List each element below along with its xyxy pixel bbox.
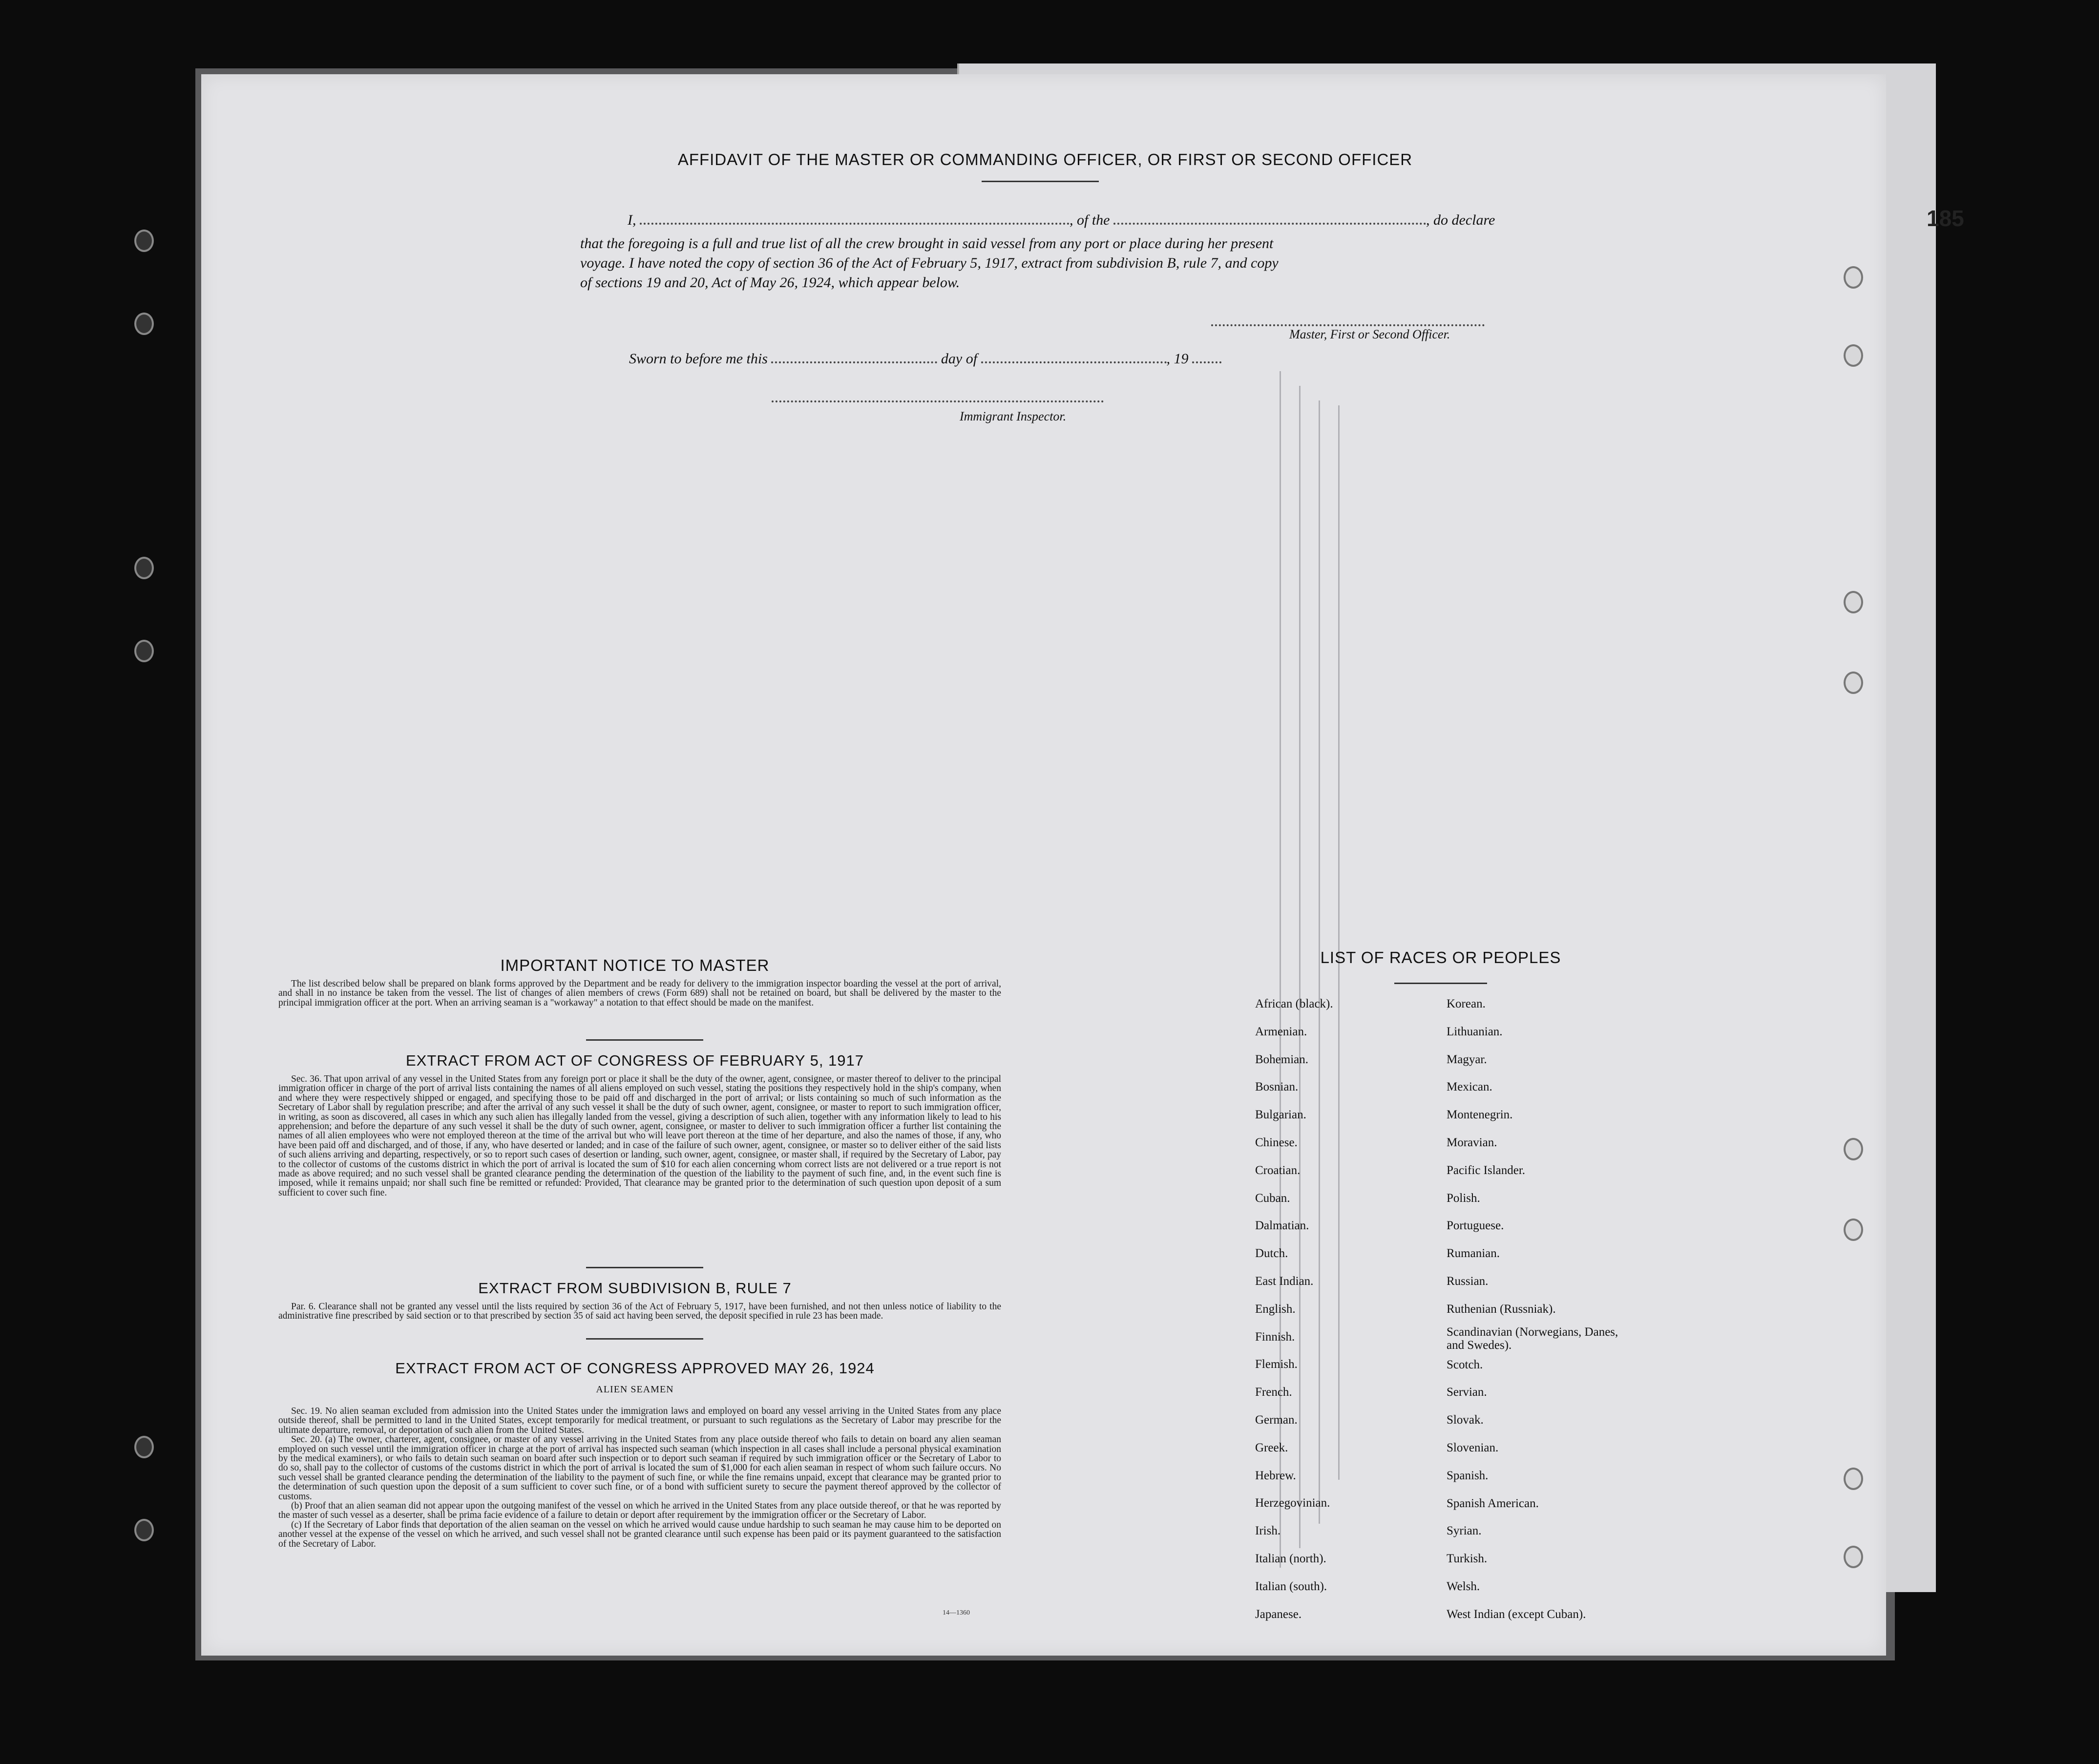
races-right-column	[1447, 990, 1622, 1629]
race-item: Herzegovinian.	[1255, 1496, 1330, 1510]
race-item: Flemish.	[1255, 1358, 1298, 1371]
race-item: Spanish.	[1447, 1469, 1489, 1482]
race-item: Portuguese.	[1447, 1219, 1504, 1233]
subdivision-b-title: EXTRACT FROM SUBDIVISION B, RULE 7	[478, 1280, 792, 1297]
master-signature-caption: Master, First or Second Officer.	[1289, 327, 1450, 341]
affidavit-line-2: that the foregoing is a full and true list of all the crew brought in said vessel from any port or place during her present	[580, 235, 1274, 252]
race-item: Pacific Islander.	[1447, 1163, 1526, 1177]
races-left-column	[1255, 990, 1333, 1628]
sworn-day-of: day of	[941, 351, 978, 367]
affidavit-line-1	[628, 211, 1516, 230]
race-item: Moravian.	[1447, 1135, 1497, 1149]
race-item: Magyar.	[1447, 1052, 1487, 1066]
race-item: Chinese.	[1255, 1135, 1298, 1149]
subdivision-b-text	[278, 1302, 1001, 1321]
binder-hole-icon	[1844, 1546, 1863, 1568]
races-title-rule	[1394, 983, 1487, 984]
race-item: Montenegrin.	[1447, 1108, 1513, 1122]
section-20c-paragraph: (c) If the Secretary of Labor finds that deportation of the alien seaman on the vessel on which he arrived would cause undue hardship to such seaman he may cause him to be deported on another vessel at the expense of the vessel on which he arrived, and such vessel shall not be granted clearance until such expense has been paid or its payment guaranteed to the satisfaction of the Secretary of Labor.	[278, 1519, 1001, 1549]
race-item: Servian.	[1447, 1386, 1487, 1399]
binder-hole-icon	[1844, 591, 1863, 613]
race-item: African (black).	[1255, 997, 1333, 1010]
binder-hole-icon	[1844, 266, 1863, 289]
race-item: Dutch.	[1255, 1247, 1288, 1260]
alien-seamen-subtitle: ALIEN SEAMEN	[596, 1384, 674, 1395]
page-number: 185	[1927, 206, 1964, 231]
binder-hole-icon	[134, 640, 154, 662]
race-item: West Indian (except Cuban).	[1447, 1607, 1586, 1621]
section-20a-paragraph: Sec. 20. (a) The owner, charterer, agent, consignee, or master of any vessel arriving in the United States from any place outside thereof who fails to detain on board any alien seaman employed on such vessel until the immigration officer in charge at the port of arrival has inspected such seaman (which inspection in all cases shall include a personal physical examination by the medical examiners), or who fails to detain such seaman on board after such inspection or to deport such seaman if required by such immigration officer or the Secretary of Labor to do so, shall pay to the collector of customs of the customs district in which the port of arrival is located the sum of $1,000 for each alien seaman in respect of whom such failure occurs. No such vessel shall be granted clearance pending the determination of the liability to the payment of such fine, or while the fine remains unpaid, except that clearance may be granted prior to the determination of such question upon the deposit of a sum sufficient to cover such fine, or of a bond with sufficient surety to secure the payment thereof approved by the collector of customs.	[278, 1434, 1001, 1502]
notice-rule	[586, 1039, 703, 1041]
race-item: Turkish.	[1447, 1552, 1488, 1566]
inspector-signature-line[interactable]	[772, 400, 1104, 402]
race-item: Korean.	[1447, 997, 1486, 1010]
race-item: Welsh.	[1447, 1579, 1480, 1593]
race-item: Ruthenian (Russniak).	[1447, 1302, 1556, 1316]
race-item: Bulgarian.	[1255, 1108, 1306, 1122]
race-item: Slovenian.	[1447, 1441, 1499, 1454]
race-item: Bohemian.	[1255, 1052, 1309, 1066]
race-item: Greek.	[1255, 1441, 1288, 1454]
race-item: Italian (north).	[1255, 1552, 1326, 1565]
binder-hole-icon	[1844, 1138, 1863, 1160]
race-item: East Indian.	[1255, 1274, 1314, 1288]
master-signature-line[interactable]	[1211, 324, 1485, 326]
race-item: Armenian.	[1255, 1025, 1307, 1038]
notice-text	[278, 979, 1001, 1008]
section-36-paragraph: Sec. 36. That upon arrival of any vessel in the United States from any foreign port or place it shall be the duty of the owner, agent, consignee, or master thereof to deliver to the principal immigration officer in charge of the port of arrival lists containing the names of all aliens employed on such vessel, stating the positions they respectively hold in the ship's company, when and where they were respectively shipped or engaged, and specifying those to be paid off and discharged in the port of arrival; or lists containing so much of such information as the Secretary of Labor shall by regulation prescribe; and after the arrival of any such vessel it shall be the duty of such owner, agent, consignee, or master to report to such immigration officer, in writing, as soon as discovered, all cases in which any such alien has illegally landed from the vessel, giving a description of such alien, together with any information likely to lead to his apprehension; and before the departure of any such vessel it shall be the duty of such owner, agent, consignee, or master to deliver to such immigration officer a further list containing the names of all alien employees who were not employed thereon at the time of the arrival but who will leave port thereon at the time of her departure, and also the names of those, if any, who have been paid off and discharged, and of those, if any, who have deserted or landed; and in case of the failure of such owner, agent, consignee, or master so to deliver either of the said lists of such aliens arriving and departing, respectively, or so to report such cases of desertion or landing, such owner, agent, consignee, or master shall, if required by the Secretary of Labor, pay to the collector of customs of the customs district in which the port of arrival is located the sum of $10 for each alien concerning whom correct lists are not delivered or a true report is not made as above required; and no such vessel shall be granted clearance pending the determination of the question of the liability to the payment of such fine, and, in the event such fine is imposed, while it remains unpaid; nor shall such fine be remitted or refunded: Provided, That clearance may be granted prior to the determination of such question upon deposit of a sum sufficient to cover such fine.	[278, 1074, 1001, 1198]
sworn-line	[629, 350, 1459, 368]
race-item: Scandinavian (Norwegians, Danes, and Swedes).	[1447, 1325, 1618, 1352]
extract-1924-title: EXTRACT FROM ACT OF CONGRESS APPROVED MAY 26, 1924	[395, 1360, 875, 1377]
race-item: Polish.	[1447, 1191, 1480, 1205]
race-item: Dalmatian.	[1255, 1219, 1309, 1233]
binder-hole-icon	[134, 313, 154, 335]
race-item: Italian (south).	[1255, 1579, 1327, 1593]
sworn-year-prefix: , 19	[1166, 351, 1189, 367]
paragraph-6: Par. 6. Clearance shall not be granted any vessel until the lists required by section 36 of the Act of February 5, 1917, have been furnished, and not then unless notice of liability to the administrative fine prescribed by said section or to that prescribed by section 35 of said act having been served, the deposit specified in rule 23 has been made.	[278, 1302, 1001, 1322]
subdivision-b-rule	[586, 1338, 703, 1340]
affidavit-title-rule	[982, 181, 1099, 182]
race-item: German.	[1255, 1413, 1298, 1427]
binder-hole-icon	[134, 1436, 154, 1458]
binder-hole-icon	[134, 557, 154, 579]
notice-paragraph: The list described below shall be prepared on blank forms approved by the Department and be ready for delivery to the immigration inspector boarding the vessel at the port of arrival, and shall in no instance be taken from the vessel. The list of changes of alien members of crews (Form 689) shall not be retained on board, but shall be delivered by the master to the principal immigration officer at the port. When an arriving seaman is a "workaway" a notation to that effect should be made on the manifest.	[278, 979, 1001, 1008]
race-item: French.	[1255, 1386, 1292, 1399]
race-item: Spanish American.	[1447, 1496, 1539, 1510]
race-item: Japanese.	[1255, 1607, 1302, 1621]
race-item: Croatian.	[1255, 1163, 1301, 1177]
extract-1917-text	[278, 1074, 1001, 1197]
race-item: Scotch.	[1447, 1358, 1483, 1371]
binder-hole-icon	[1844, 1468, 1863, 1490]
race-item: Finnish.	[1255, 1330, 1295, 1344]
inspector-caption: Immigrant Inspector.	[960, 409, 1067, 423]
affidavit-do-declare: , do declare	[1426, 212, 1495, 228]
race-item: Cuban.	[1255, 1191, 1290, 1205]
race-item: Mexican.	[1447, 1080, 1492, 1094]
race-item: Bosnian.	[1255, 1080, 1299, 1094]
binder-hole-icon	[134, 230, 154, 252]
race-item: Irish.	[1255, 1524, 1281, 1538]
sworn-year-blank[interactable]	[1192, 357, 1221, 363]
extract-1917-rule	[586, 1267, 703, 1268]
binder-hole-icon	[1844, 344, 1863, 367]
affidavit-of-the: , of the	[1070, 212, 1110, 228]
sworn-text: Sworn to before me this	[629, 351, 768, 367]
binder-hole-icon	[1844, 672, 1863, 694]
race-item: Slovak.	[1447, 1413, 1484, 1427]
name-blank-field[interactable]	[640, 219, 1070, 225]
notice-title: IMPORTANT NOTICE TO MASTER	[500, 956, 770, 974]
race-item: Rumanian.	[1447, 1247, 1500, 1260]
vessel-blank-field[interactable]	[1113, 219, 1426, 225]
race-item: Syrian.	[1447, 1524, 1482, 1538]
race-item: English.	[1255, 1302, 1296, 1316]
sworn-month-blank[interactable]	[981, 357, 1167, 363]
binder-hole-icon	[134, 1519, 154, 1541]
race-item: Lithuanian.	[1447, 1025, 1503, 1038]
extract-1924-text	[278, 1407, 1001, 1549]
section-19-paragraph: Sec. 19. No alien seaman excluded from admission into the United States under the immigration laws and employed on board any vessel arriving in the United States from any place outside thereof, shall be permitted to land in the United States, except temporarily for medical treatment, or pursuant to such regulations as the Secretary of Labor may prescribe for the ultimate departure, removal, or deportation of such alien from the United States.	[278, 1406, 1001, 1435]
extract-1917-title: EXTRACT FROM ACT OF CONGRESS OF FEBRUARY 5, 1917	[405, 1052, 864, 1069]
section-20b-paragraph: (b) Proof that an alien seaman did not appear upon the outgoing manifest of the vessel on which he arrived in the United States from any place outside thereof, or that he was reported by the master of such vessel as a deserter, shall be prima facie evidence of a failure to detain or deport after requirement by the immigration officer or the Secretary of Labor.	[278, 1501, 1001, 1521]
affidavit-line-4: of sections 19 and 20, Act of May 26, 1924, which appear below.	[580, 274, 960, 291]
races-title: LIST OF RACES OR PEOPLES	[1320, 948, 1561, 966]
affidavit-line-3: voyage. I have noted the copy of section 36 of the Act of February 5, 1917, extract from subdivision B, rule 7, and copy	[580, 255, 1279, 271]
race-item: Hebrew.	[1255, 1469, 1296, 1482]
form-number: 14—1360	[943, 1609, 970, 1617]
sworn-day-blank[interactable]	[771, 357, 937, 363]
race-item: Russian.	[1447, 1274, 1489, 1288]
affidavit-i: I,	[628, 212, 636, 228]
binder-hole-icon	[1844, 1218, 1863, 1241]
affidavit-title: AFFIDAVIT OF THE MASTER OR COMMANDING OFFICER, OR FIRST OR SECOND OFFICER	[677, 150, 1413, 168]
